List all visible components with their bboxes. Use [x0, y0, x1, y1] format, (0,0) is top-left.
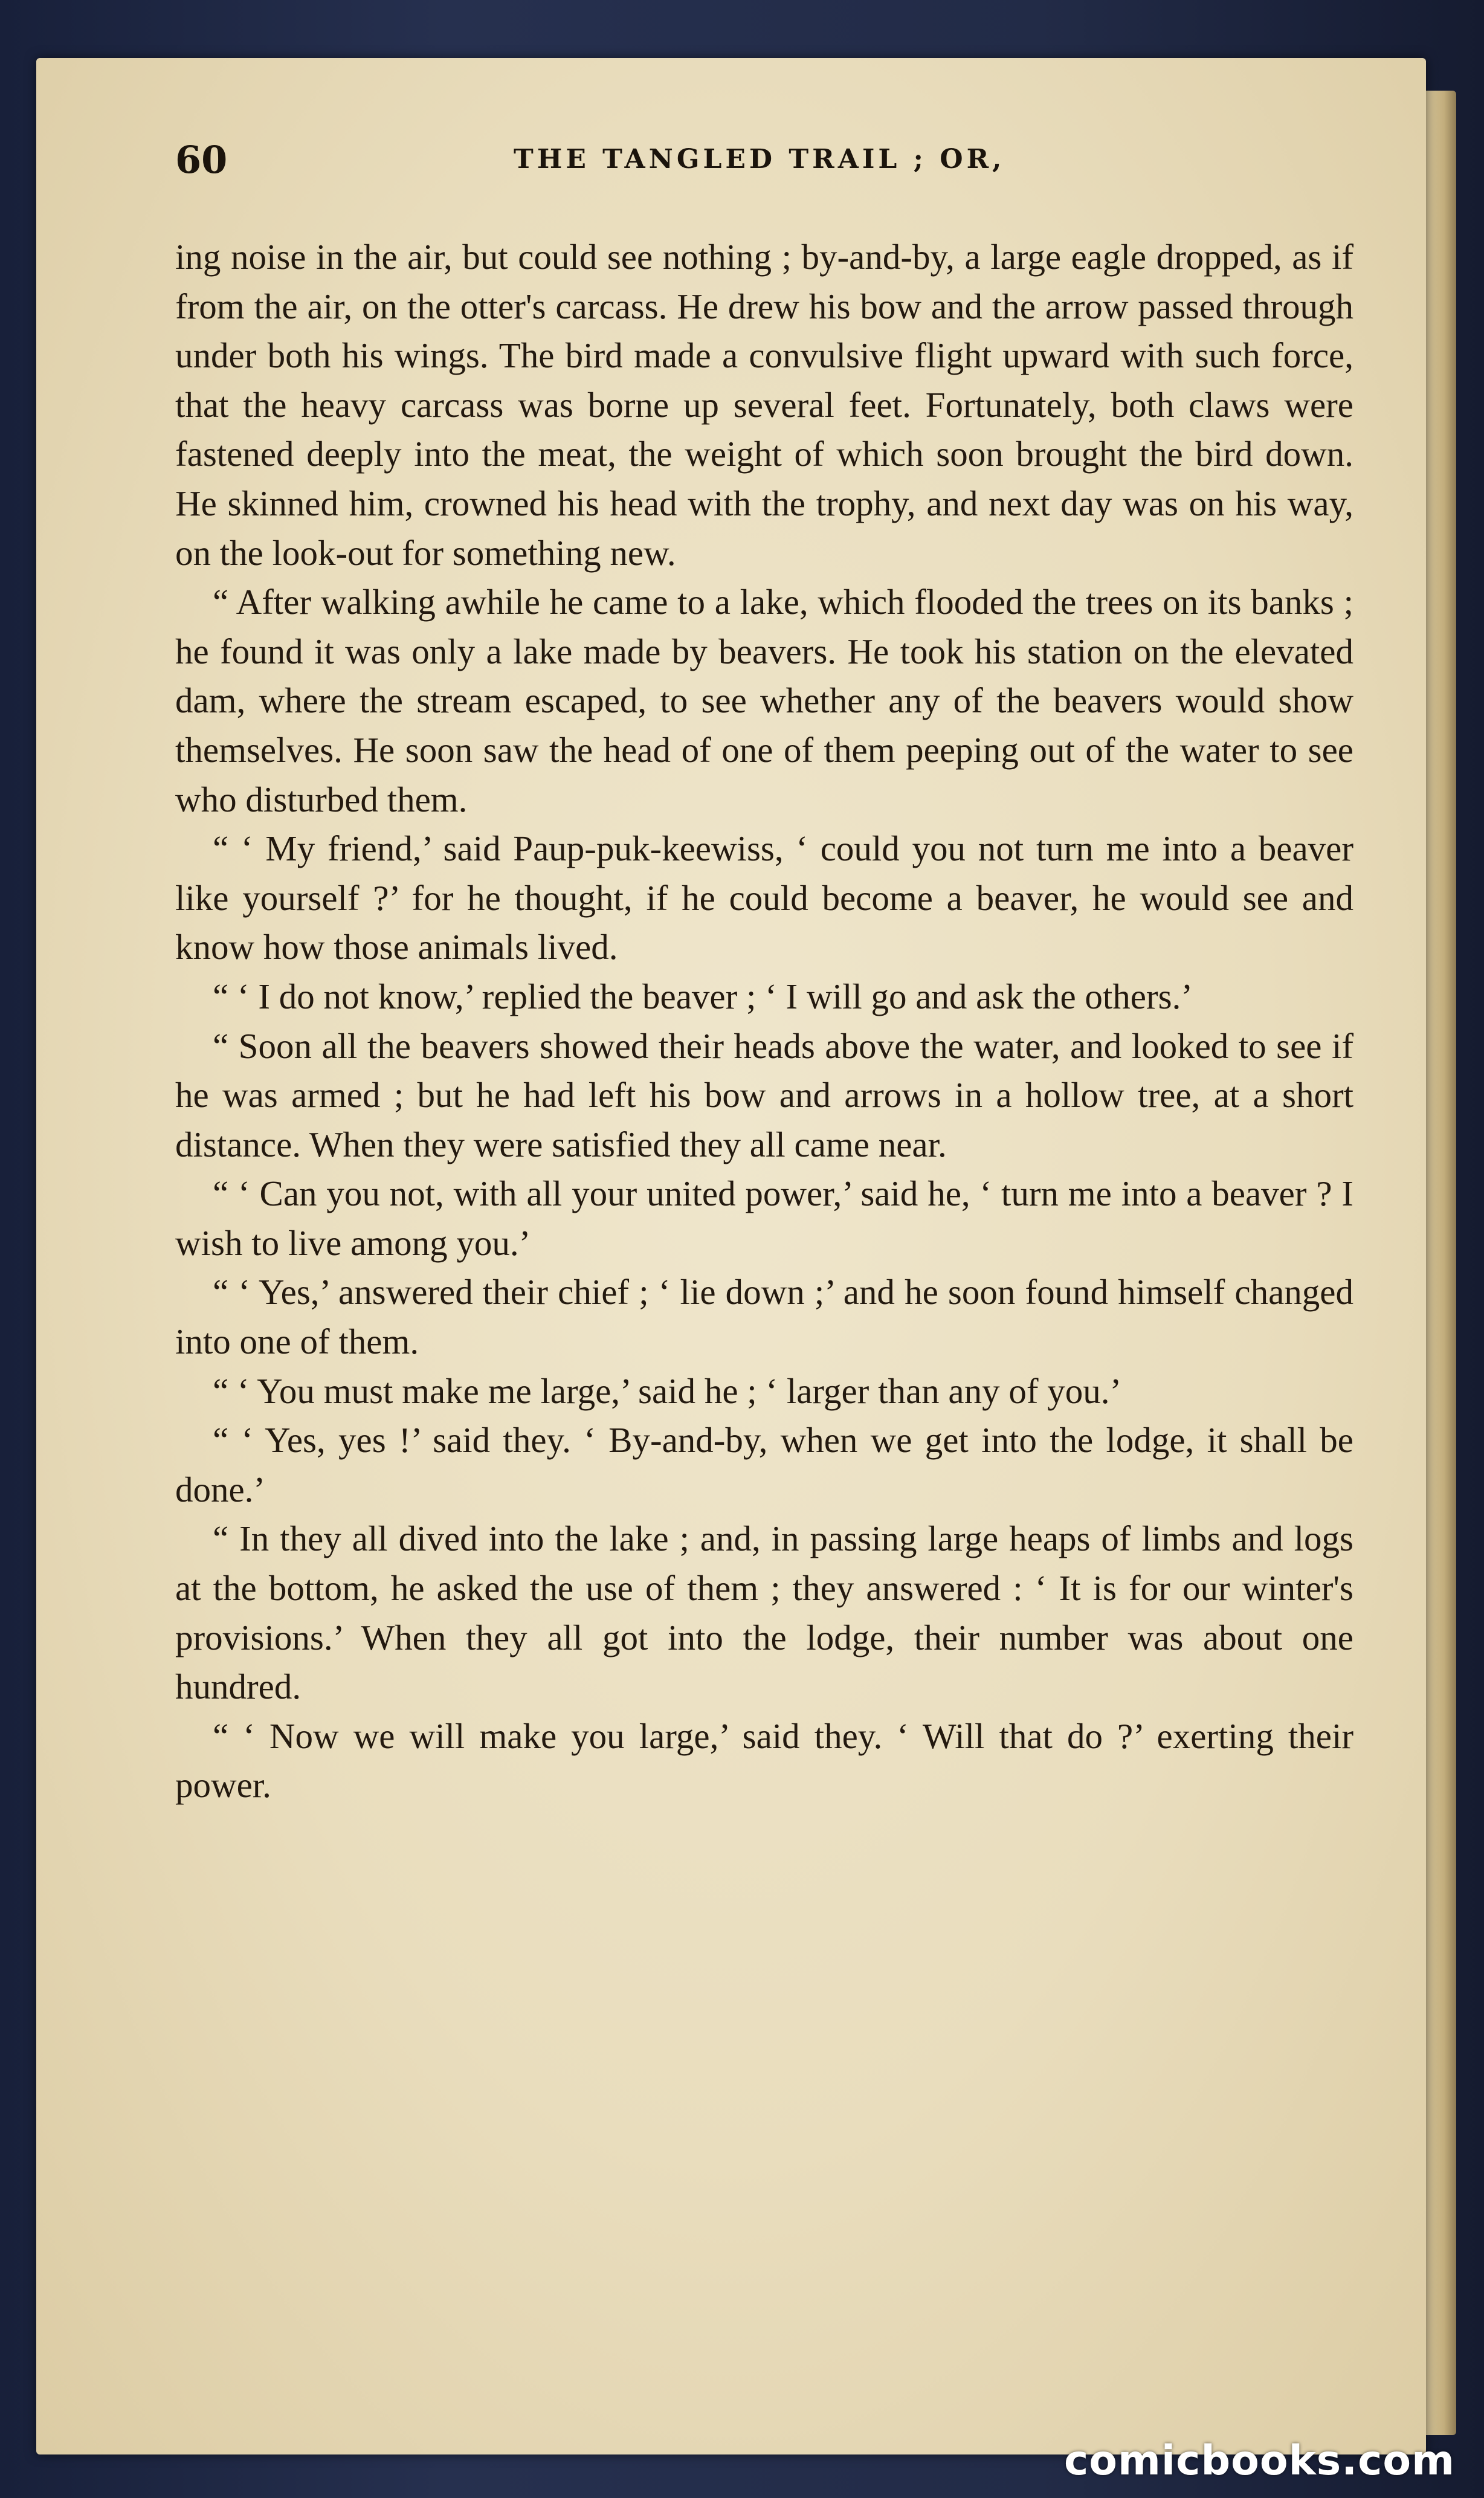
paragraph: “ In they all dived into the lake ; and, in passing large heaps of limbs and logs at the bottom, he asked the use of them ; they answered : ‘ It is for our winter's provisions.’ When they all got into the lodge, their number was about one hundred.	[175, 1518, 1353, 1707]
paragraph: “ ‘ Yes,’ answered their chief ; ‘ lie down ;’ and he soon found himself changed into one of them.	[175, 1272, 1353, 1362]
page-edge	[1426, 91, 1456, 2435]
watermark: comicbooks.com	[1063, 2437, 1455, 2485]
paragraph: “ ‘ I do not know,’ replied the beaver ; ‘ I will go and ask the others.’	[213, 976, 1193, 1016]
paragraph: “ ‘ Now we will make you large,’ said they. ‘ Will that do ?’ exerting their power.	[175, 1715, 1353, 1806]
paragraph: “ ‘ Yes, yes !’ said they. ‘ By-and-by, when we get into the lodge, it shall be done.’	[175, 1420, 1353, 1509]
page-number: 60	[175, 138, 228, 182]
paragraph: “ ‘ You must make me large,’ said he ; ‘ larger than any of you.’	[213, 1370, 1122, 1411]
paragraph: “ ‘ Can you not, with all your united power,’ said he, ‘ turn me into a beaver ? I wish to live among you.’	[175, 1173, 1353, 1263]
paragraph: “ After walking awhile he came to a lake, which flooded the trees on its banks ; he found it was only a lake made by beavers. He took his station on the elevated dam, where the stream escaped, to see whether any of the beavers would show themselves. He soon saw the head of one of them peeping out of the water to see who disturbed them.	[175, 582, 1353, 819]
running-head-title: THE TANGLED TRAIL ; OR,	[514, 144, 1005, 175]
paragraph: “ Soon all the beavers showed their heads above the water, and looked to see if he was armed ; but he had left his bow and arrows in a hollow tree, at a short distance. When they were satisfied they all came near.	[175, 1025, 1353, 1164]
paragraph: ing noise in the air, but could see nothing ; by-and-by, a large eagle dropped, as if from the air, on the otter's carcass. He drew his bow and the arrow passed through under both his wings. The bird made a convulsive flight upward with such force, that the heavy carcass was borne up several feet. Fortunately, both claws were fastened deeply into the meat, the weight of which soon brought the bird down. He skinned him, crowned his head with the trophy, and next day was on his way, on the look-out for something new.	[175, 237, 1353, 573]
paragraph: “ ‘ My friend,’ said Paup-puk-keewiss, ‘ could you not turn me into a beaver like yourself ?’ for he thought, if he could become a beaver, he would see and know how those animals lived.	[175, 828, 1353, 967]
body-text	[175, 233, 1353, 1810]
running-head	[175, 138, 1360, 186]
